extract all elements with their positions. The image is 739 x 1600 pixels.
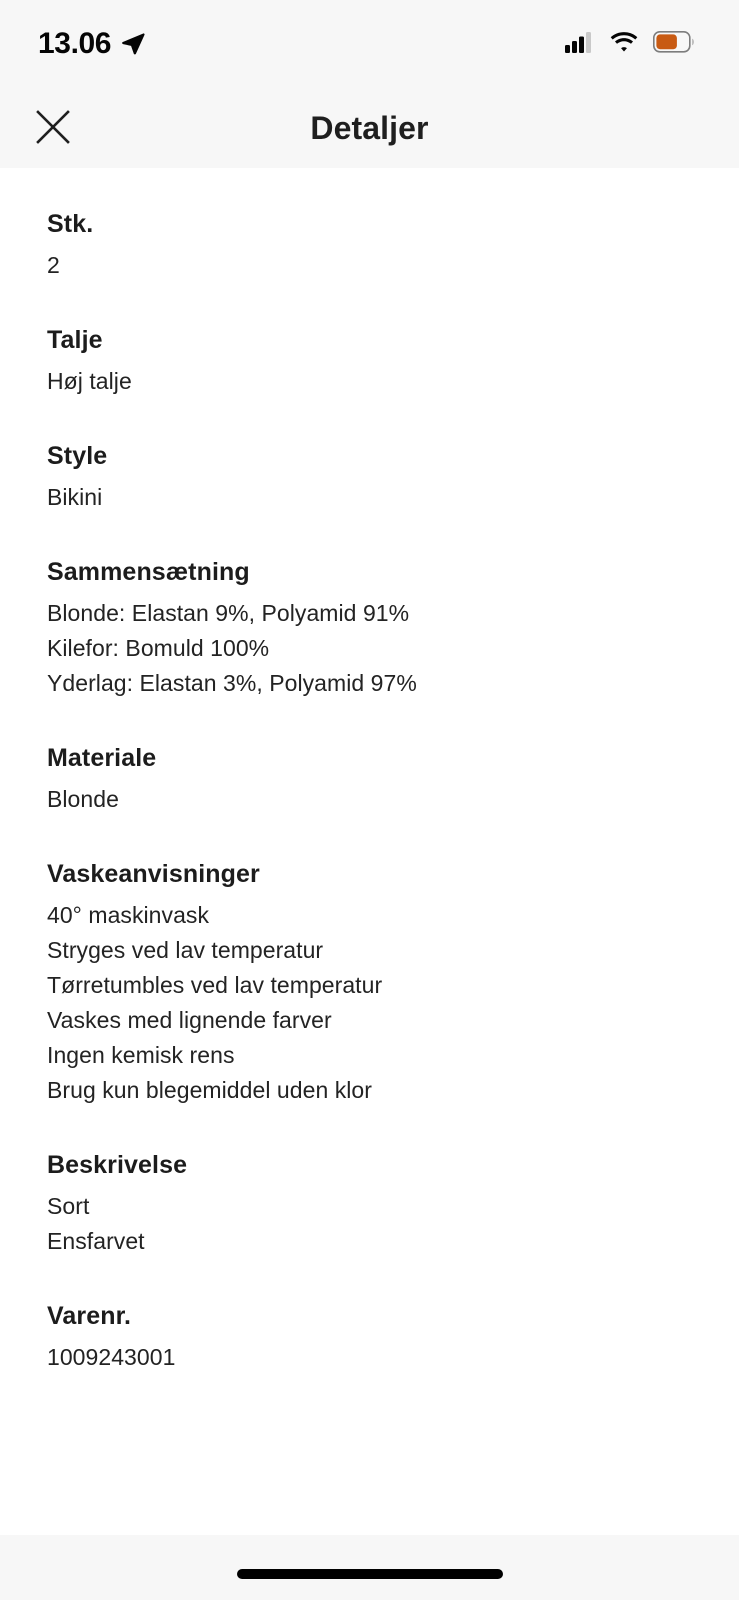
section-heading: Sammensætning bbox=[47, 558, 250, 586]
status-bar bbox=[0, 0, 739, 88]
section-value: Tørretumbles ved lav temperatur bbox=[47, 972, 383, 998]
section-value: 1009243001 bbox=[47, 1344, 176, 1370]
detail-section-stk bbox=[47, 210, 692, 283]
section-value: Vaskes med lignende farver bbox=[47, 1007, 332, 1033]
close-button[interactable] bbox=[26, 101, 80, 155]
navigation-bar bbox=[0, 88, 739, 168]
section-value: Blonde bbox=[47, 786, 119, 812]
detail-section-materiale bbox=[47, 744, 692, 817]
section-value: Sort bbox=[47, 1193, 90, 1219]
section-value: Høj talje bbox=[47, 368, 132, 394]
home-indicator[interactable] bbox=[237, 1569, 503, 1579]
section-value: Yderlag: Elastan 3%, Polyamid 97% bbox=[47, 670, 417, 696]
wifi-icon bbox=[609, 31, 639, 58]
section-heading: Style bbox=[47, 442, 108, 470]
section-value: Kilefor: Bomuld 100% bbox=[47, 635, 270, 661]
detail-section-varenr bbox=[47, 1302, 692, 1375]
location-arrow-icon bbox=[120, 32, 146, 56]
section-heading: Beskrivelse bbox=[47, 1151, 188, 1179]
section-heading: Materiale bbox=[47, 744, 157, 772]
close-icon bbox=[31, 105, 75, 152]
cellular-signal-icon bbox=[565, 31, 595, 58]
section-heading: Stk. bbox=[47, 210, 94, 238]
status-bar-left bbox=[38, 29, 146, 59]
section-value: Bikini bbox=[47, 484, 103, 510]
home-indicator-area bbox=[0, 1535, 739, 1600]
section-value: 40° maskinvask bbox=[47, 902, 210, 928]
section-heading: Talje bbox=[47, 326, 103, 354]
section-heading: Vaskeanvisninger bbox=[47, 860, 260, 888]
status-bar-right bbox=[565, 31, 695, 58]
detail-section-vaskeanvisninger bbox=[47, 860, 692, 1108]
status-time: 13.06 bbox=[38, 27, 112, 60]
battery-icon bbox=[653, 31, 695, 58]
section-value: Ensfarvet bbox=[47, 1228, 145, 1254]
page-title: Detaljer bbox=[310, 109, 429, 146]
section-value: Brug kun blegemiddel uden klor bbox=[47, 1077, 372, 1103]
section-value: Blonde: Elastan 9%, Polyamid 91% bbox=[47, 600, 410, 626]
detail-section-style bbox=[47, 442, 692, 515]
section-value: 2 bbox=[47, 252, 60, 278]
section-heading: Varenr. bbox=[47, 1302, 132, 1330]
section-value: Ingen kemisk rens bbox=[47, 1042, 235, 1068]
details-content bbox=[0, 168, 739, 1535]
detail-section-sammensaetning bbox=[47, 558, 692, 701]
detail-section-beskrivelse bbox=[47, 1151, 692, 1259]
detail-section-talje bbox=[47, 326, 692, 399]
section-value: Stryges ved lav temperatur bbox=[47, 937, 324, 963]
